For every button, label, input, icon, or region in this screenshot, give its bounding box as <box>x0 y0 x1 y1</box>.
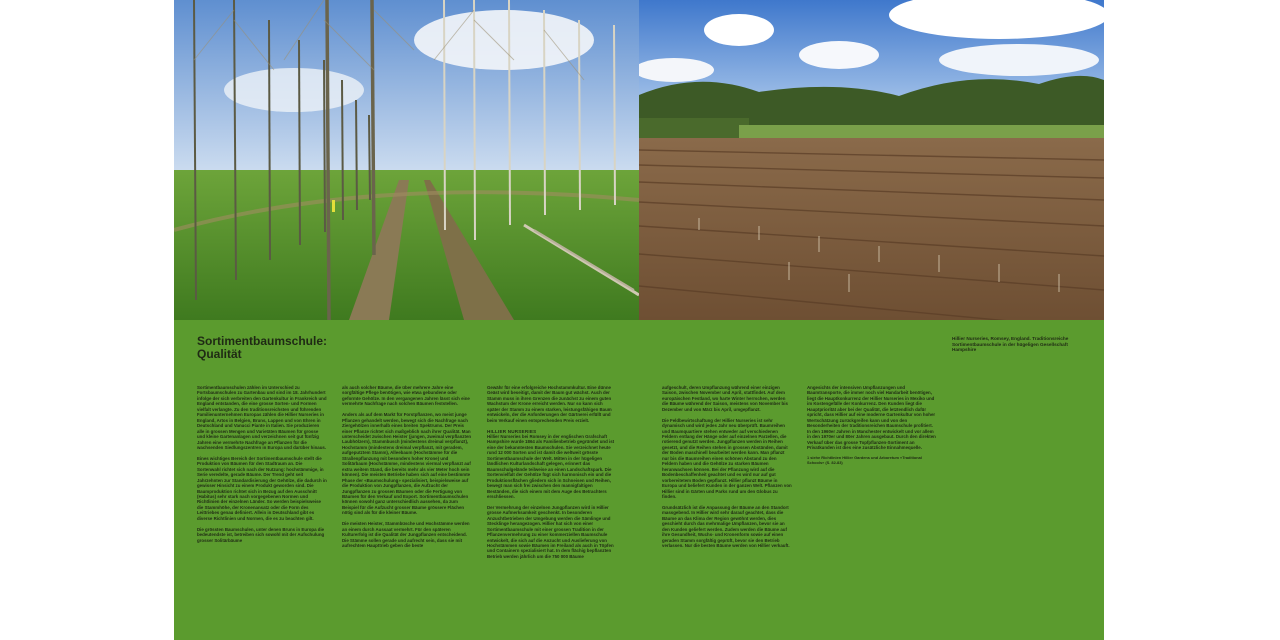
article-title <box>197 335 327 361</box>
tree-rows-illustration <box>174 0 639 320</box>
title-line-1: Sortimentbaumschule: <box>197 334 328 348</box>
paragraph: Der Vermehrung der einzelnen Jungpflanzen wird in Hillier grosse Aufmerksamkeit geschenkt. In besonderen Anzuchtbetrieben der Umgebung werden die Sämlinge und Stecklinge herangezogen. Hillier hat sich von einer Sortimentbaumschule mit einer grossen Tradition in der Pflanzenvermehrung zu einer kommerziellen Baumschule entwickelt, die sich auf die Anzucht und Auslieferung von Hochstämmen sowie Bäumen im Freiland als auch in Töpfen und Containern spezialisiert hat. In dem flächig bepflanzten Betrieb werden jährlich um die 750 000 Bäume <box>487 504 614 559</box>
title-line-2: Qualität <box>197 347 242 361</box>
text-column-5 <box>807 385 937 471</box>
paragraph: aufgeschult, deren Umpflanzung während einer einzigen Saison, zwischen November und April, stattfindet. Auf dem europäischen Festland, wo harte Winter herrschen, werden die Bäume während der Saison, meistens von November bis Dezember und von März bis April, umgepflanzt. <box>662 385 788 412</box>
magazine-spread <box>174 0 1104 640</box>
paragraph: Die Feldbewirtschaftung der Hillier Nurseries ist sehr dynamisch und wird jedes Jahr neu überprüft. Baumreihen und Baumquartiere stehen entweder auf verschiedenen Feldern entlang der Hänge oder auf einzelnen Parzellen, die rotierend genutzt werden. Jungpflanzen werden in Reihen gesetzt, und die Reihen stehen in grossen Abständen, damit der Boden maschinell bearbeitet werden kann. Man pflanzt nur bis die Baumreihen einen schönen Abstand zu den Feldern haben und die Gehölze zu starken Bäumen heranwachsen können. Bei der Pflanzung wird auf die Bodenbeschaffenheit geachtet und es wird nur auf gut vorbereitetem Boden gepflanzt. Hillier pflanzt Bäume in Europa und beliefert Kunden in der ganzen Welt. Pflanzen von Hillier sind in Gärten und Parks rund um den Globus zu finden. <box>662 417 792 499</box>
paragraph: Angesichts der intensiven Umpflanzungen und Baumtransporte, die immer noch viel Handarbeit benötigen, liegt die Hauptkonkurrenz der Hillier Nurseries in Mexiko und im Kostengefälle der Konkurrenz. Den Kunden liegt die Hauptpriorität aber bei der Qualität, die letztendlich dafür spricht, dass Hillier auf eine moderne Gartenkultur von hoher Wertschätzung zurückgreifen kann und von den Besonderheiten der traditionsreichen Baumschule profitiert. In den 1960er Jahren in Manchester entwickelt und vor allem in den 1970er und 80er Jahren ausgebaut. Durch den direkten Verkauf über das grosse Topfpflanzen-Sortiment an Privatkunden ist dies eine zusätzliche Einnahmequelle. <box>807 385 936 450</box>
footnote: 1 siehe Richtlinien Hillier Gardens und Arboretum «Traditional Schools» (S. 82-83) <box>807 454 922 465</box>
section-heading: HILLIER NURSERIES <box>487 428 537 434</box>
text-column-1 <box>197 385 327 548</box>
paragraph: Anders als auf dem Markt für Forstpflanzen, wo meist junge Pflanzen gehandelt werden, bewegt sich die Nachfrage nach Ziergehölzen innerhalb eines breiten Spektrums. Der Preis einer Pflanze richtet sich maßgeblich nach ihrer Qualität. Man unterscheidet zwischen Heister (jungen, zweimal verpflanzten Laubhölzern), Stammbusch (mindestens dreimal verpflanzt), Hochstamm (mindestens dreimal verpflanzt, mit geradem, aufgeputztem Stamm), Alleebaum (Hochstämme für die Straßenpflanzung mit besonders hoher Krone) und Solitärbaum (Hochstämme, mindestens viermal verpflanzt auf extra weitem Stand, die bereits mehr als vier Meter hoch sein können). Die meisten Betriebe haben sich auf eine bestimmte Phase der «Baumschulung» spezialisiert, beispielsweise auf die Produktion von Jungpflanzen, die Aufzucht der Jungpflanzen zu grossen Bäumen oder die Fertigung von Bäumen für den Verkauf und Export. Sortimentbaumschulen können sowohl ganz unterschiedlich aussehen, da zum Beispiel für die Aufzucht grosser Bäume grössere Flächen nötig sind als für die kleiner Bäume. <box>342 412 472 516</box>
paragraph: als auch solcher Bäume, die über mehrere Jahre eine sorgfältige Pflege benötigen, wie etwa gebundene oder geformte Gehölze. In den vergangenen Jahren lässt sich eine vermehrte Nachfrage nach solchen Bäumen feststellen. <box>342 385 470 407</box>
text-column-2 <box>342 385 472 554</box>
tree-nursery-photo <box>174 0 639 320</box>
paragraph: Gewähr für eine erfolgreiche Hochstammkultur. Eine dünne Geäst wird beseitigt, damit der Baum gut wächst. Auch der Stamm muss in ihren Grenzen die zunächst zu einem guten Wachstum der Krone erreicht werden. Nur so kann sich später der Stamm zu einem starken, leistungsfähigen Baum entwickeln, der die Anforderungen der Gärtnerei erfüllt und beim Verkauf einen entsprechenden Preis erzielt. <box>487 385 612 423</box>
paragraph: Grundsätzlich ist die Anpassung der Bäume an den Standort massgebend. In Hillier wird sehr darauf geachtet, dass die Bäume an das Klima der Region gewöhnt werden, dies geschieht durch das mehrmalige Umpflanzen, bevor sie an den Kunden geliefert werden. Zudem werden die Bäume auf ihre Gesundheit, Wuchs- und Kronenform sowie auf einen geraden Stamm sorgfältig geprüft, bevor sie den Betrieb verlassen. Nur die besten Bäume werden von Hillier verkauft. <box>662 504 790 549</box>
paragraph: Hillier Nurseries bei Romsey in der englischen Grafschaft Hampshire wurde 1864 als Familienbetrieb gegründet und ist eine der bekanntesten Baumschulen. Sie verzeichnet heute rund 12 000 Sorten und ist damit die weltweit grösste Sortimentbaumschule der Welt. Mitten in der hügeligen ländlichen Kulturlandschaft gelegen, erinnert das Baumschulgelände teilweise an einen Landschaftspark. Die Sortenvielfalt der Gehölze fügt sich harmonisch ein und die Produktionsflächen gliedern sich in Schneisen und Reihen, bewegt man sich frei zwischen den mannigfaltigen Beständen, die sich einem mit dem Auge des Betrachters erschliessen. <box>487 434 615 499</box>
paragraph: Die grössten Baumschulen, unter denen Bruns in Europa die bedeutendste ist, betreiben sich sowohl mit der Aufschulung grosser Solitärbäume <box>197 526 325 543</box>
paragraph: Sortimentbaumschulen zählen im Unterschied zu Fortsbaumschulen zu Gartenbau und sind im 18. Jahrhundert infolge der sich verbreiten den Gartenkultur in Frankreich und England entstanden, die eine grosse Sorten- und Formen vielfalt verlangte. Zu den traditionsreichsten und führenden Familienunternehmen Europas zählen die Hillier Nurseries in England, Artos in Belgien, Bruns, Lappen und von Ehren in Deutschland und Vanucci Piante in Italien. Sie produzieren alle in grossen Mengen und Varietäten Bäumen für grosse und kleine Gartenanlagen und verzeichnen seit gut fünfzig Jahren eine vermehrte Nachfrage an Pflanzen für die wachsenden Siedlungszentren in Europa und darüber hinaus. <box>197 385 327 450</box>
paragraph: Die meisten Heister, Stammbüsche und Hochstämme werden an einem durch Aussaat vermehrt. Für den späteren Kulturerfolg ist die Qualität der Jungpflanzen entscheidend. Die Stämme sollen gerade und aufrecht sein, dass sie mit aufrechtem Haupttrieb geben die beste <box>342 521 470 549</box>
ploughed-field-photo <box>639 0 1104 320</box>
text-column-3 <box>487 385 617 565</box>
text-column-4 <box>662 385 792 554</box>
article-panel <box>174 320 1104 640</box>
photo-caption: Hillier Nurseries, Romsey, England. Traditionsreiche Sortimentbaumschule in der hügeligen Gesellschaft Hampshire <box>952 336 1069 353</box>
field-illustration <box>639 0 1104 320</box>
paragraph: Eines wichtiges Bereich der Sortimentbaumschule stellt die Produktion von Bäumen für den Stadtraum an. Die Sortenwahl richtet sich nach der Nutzung: hochstämmige, in Serie veredelte, gerade Bäume. Der Trend geht seit Jahrzehnten zur Standardisierung der Gehölze, die dadurch in gewisser Hinsicht zu einem Produkt geworden sind. Die Baumproduktion richtet sich in Bezug auf den Ausschnitt (Habitus) sehr stark nach vorgegebenen Normen und Richtlinien der einzelnen Länder. So werden beispielsweise die Stammhöhe, der Kronenansatz oder die Form des Leittriebes genau definiert. Allein in Deutschland gibt es diverse Richtlinien und Normen, die es zu beachten gilt. <box>197 455 327 521</box>
